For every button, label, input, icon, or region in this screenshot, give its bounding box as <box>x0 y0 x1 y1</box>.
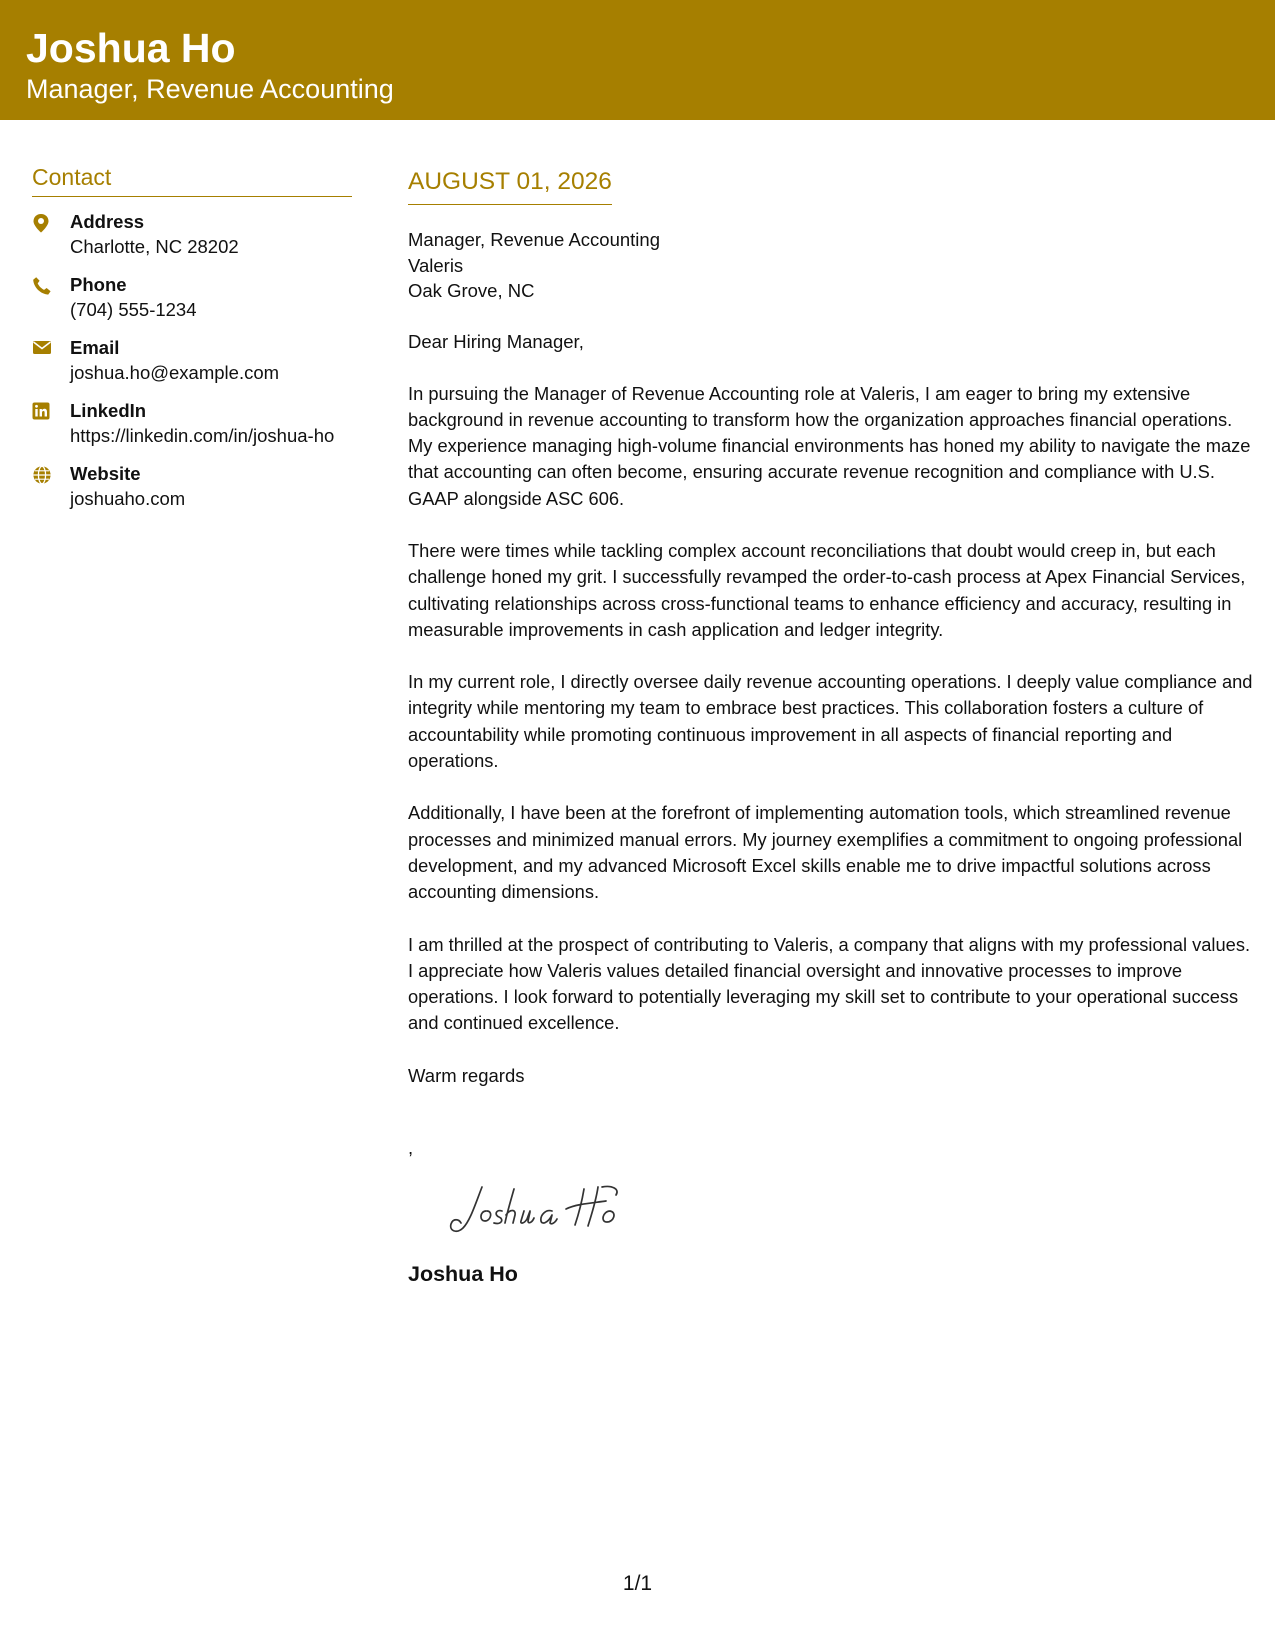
linkedin-icon <box>32 398 70 420</box>
phone-value[interactable]: (704) 555-1234 <box>70 299 197 320</box>
email-label: Email <box>70 337 120 358</box>
paragraph-5: I am thrilled at the prospect of contributing to Valeris, a company that aligns with my professional values. I appreciate how Valeris values detailed financial oversight and innovative processes to improve operations. I look forward to potentially leveraging my skill set to contribute to your operational success and continued excellence. <box>408 933 1251 1034</box>
linkedin-label: LinkedIn <box>70 400 147 421</box>
candidate-title: Manager, Revenue Accounting <box>26 74 394 104</box>
candidate-name: Joshua Ho <box>26 25 236 71</box>
paragraph-2: There were times while tackling complex account reconciliations that doubt would creep in, but each challenge honed my grit. I successfully revamped the order-to-cash process at Apex Financial Services, cultivating relationships across cross-functional teams to enhance efficiency and accuracy, resulting in measurable improvements in cash application and ledger integrity. <box>408 539 1246 640</box>
handwritten-signature <box>442 1181 1253 1244</box>
recipient-block <box>408 227 1253 304</box>
letter-date: AUGUST 01, 2026 <box>408 166 612 205</box>
signer-name: Joshua Ho <box>408 1261 518 1286</box>
paragraph-4: Additionally, I have been at the forefront of implementing automation tools, which streamlined revenue processes and minimized manual errors. My journey exemplifies a commitment to ongoing professional development, and my advanced Microsoft Excel skills enable me to drive impactful solutions across accounting dimensions. <box>408 802 1243 903</box>
salutation: Dear Hiring Manager, <box>408 330 584 352</box>
website-value[interactable]: joshuaho.com <box>70 488 186 509</box>
phone-label: Phone <box>70 274 127 295</box>
phone-icon <box>32 272 70 296</box>
map-pin-icon <box>32 209 70 233</box>
contact-heading: Contact <box>32 162 352 197</box>
recipient-company: Valeris <box>408 254 464 276</box>
contact-sidebar <box>32 162 352 524</box>
envelope-icon <box>32 335 70 355</box>
contact-item-address <box>32 209 352 259</box>
contact-item-linkedin <box>32 398 352 448</box>
contact-item-email <box>32 335 352 385</box>
address-value: Charlotte, NC 28202 <box>70 236 239 257</box>
recipient-location: Oak Grove, NC <box>408 280 535 301</box>
address-label: Address <box>70 211 145 232</box>
paragraph-1: In pursuing the Manager of Revenue Accounting role at Valeris, I am eager to bring my extensive background in revenue accounting to transform how the organization approaches financial operations. My experience managing high-volume financial environments has honed my ability to navigate the maze that accounting can often become, ensuring accurate revenue recognition and compliance with U.S. GAAP alongside ASC 606. <box>408 382 1251 509</box>
paragraph-3: In my current role, I directly oversee daily revenue accounting operations. I deeply value compliance and integrity while mentoring my team to embrace best practices. This collaboration fosters a culture of accountability while promoting continuous improvement in all aspects of financial reporting and operations. <box>408 671 1253 772</box>
website-label: Website <box>70 463 141 484</box>
email-value[interactable]: joshua.ho@example.com <box>70 362 280 383</box>
page-number: 1/1 <box>622 1572 653 1595</box>
header-banner <box>0 0 1275 120</box>
recipient-title: Manager, Revenue Accounting <box>408 229 660 250</box>
linkedin-value[interactable]: https://linkedin.com/in/joshua-ho <box>70 425 335 446</box>
contact-item-phone <box>32 272 352 322</box>
contact-list <box>32 209 352 511</box>
closing-comma: , <box>408 1136 414 1158</box>
contact-item-website <box>32 461 352 511</box>
closing: Warm regards <box>408 1064 525 1086</box>
globe-icon <box>32 461 70 485</box>
letter-body <box>408 166 1253 1288</box>
